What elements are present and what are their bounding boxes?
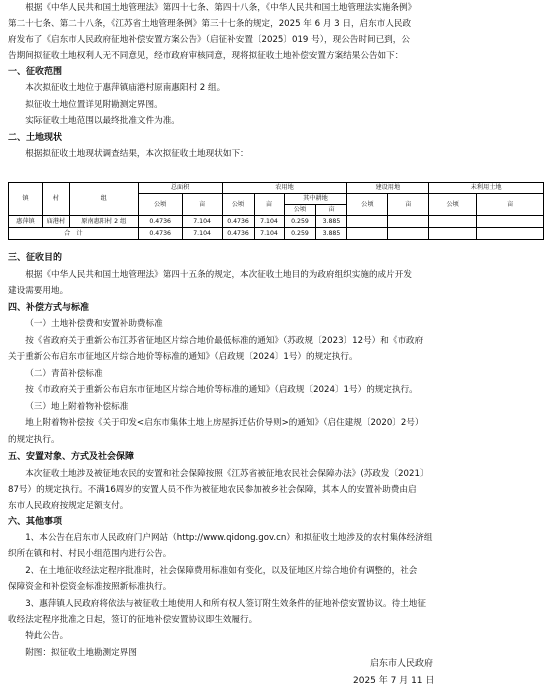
unit-mu: 亩 (316, 205, 347, 216)
body-line: 收经法定程序批准之日起，签订的征地补偿安置协议即生效履行。 (8, 615, 258, 625)
body-line: 按《省政府关于重新公布江苏省征地区片综合地价最低标准的通知》（苏政规〔2023〕12号）和《市政府 (25, 336, 424, 346)
signature-date: 2025 年 7 月 11 日 (353, 676, 435, 686)
unit-hectare: 公顷 (222, 194, 254, 216)
intro-line: 府发布了《启东市人民政府征地补偿安置方案公告》（启征补安置〔2025〕019 号），现公告时间已到，公 (8, 35, 410, 45)
header-cultivated-land: 其中耕地 (284, 194, 347, 205)
cell-value: 3.885 (316, 228, 347, 240)
cell-value: 0.4736 (222, 228, 254, 240)
unit-mu: 亩 (388, 194, 429, 216)
cell-value (477, 228, 544, 240)
cell-value: 7.104 (182, 228, 222, 240)
body-line: 本次拟征收土地位于惠萍镇庙港村原南惠阳村 2 组。 (25, 83, 226, 93)
body-line: 织所在镇和村、村民小组范围内进行公告。 (8, 549, 172, 559)
body-line: 根据《中华人民共和国土地管理法》第四十五条的规定，本次征收土地目的为政府组织实施的成片开发 (25, 270, 412, 280)
cell-value (347, 216, 388, 228)
body-line: （二）青苗补偿标准 (25, 369, 103, 379)
body-line: 拟征收土地位置详见附勘测定界图。 (25, 100, 163, 110)
body-line: 保障资金和补偿资金标准按照新标准执行。 (8, 582, 172, 592)
cell-value: 0.4736 (138, 216, 182, 228)
cell-value: 7.104 (254, 216, 284, 228)
section-title: 三、征收目的 (8, 253, 63, 263)
cell-value: 0.4736 (138, 228, 182, 240)
body-line: 1、本公告在启东市人民政府门户网站（http://www.qidong.gov.cn）和拟征收土地涉及的农村集体经济组 (25, 533, 433, 543)
cell-town: 惠萍镇 (9, 216, 43, 228)
section-title: 一、征收范围 (8, 67, 63, 77)
body-line: 按《市政府关于重新公布启东市征地区片综合地价等标准的通知》（启政规〔2024〕1号）的规定执行。 (25, 385, 418, 395)
header-unused-land: 未利用土地 (429, 183, 544, 194)
cell-village: 庙港村 (42, 216, 69, 228)
intro-line: 告期间拟征收土地权利人无不同意见，经市政府审核同意，现将拟征收土地补偿安置方案结果公告如下： (8, 51, 404, 61)
cell-value (429, 216, 477, 228)
unit-mu: 亩 (254, 194, 284, 216)
cell-value (388, 216, 429, 228)
cell-value: 7.104 (182, 216, 222, 228)
cell-value: 3.885 (316, 216, 347, 228)
cell-value: 0.259 (284, 228, 316, 240)
cell-value: 0.4736 (222, 216, 254, 228)
cell-value: 7.104 (254, 228, 284, 240)
intro-line: 第二十七条、第二十八条，《江苏省土地管理条例》第三十七条的规定，2025 年 6 月 3 日，启东市人民政 (8, 19, 412, 29)
body-line: 的规定执行。 (8, 435, 60, 445)
body-line: 建设需要用地。 (8, 286, 69, 296)
cell-value (477, 216, 544, 228)
cell-value (347, 228, 388, 240)
unit-hectare: 公顷 (138, 194, 182, 216)
header-group: 组 (69, 183, 138, 216)
body-line: 根据拟征收土地现状调查结果，本次拟征收土地现状如下： (25, 149, 249, 159)
body-line: 实际征收土地范围以最终批准文件为准。 (25, 116, 180, 126)
intro-line: 根据《中华人民共和国土地管理法》第四十七条、第四十八条，《中华人民共和国土地管理法实施条例》 (25, 3, 417, 13)
unit-hectare: 公顷 (429, 194, 477, 216)
header-construction-land: 建设用地 (347, 183, 429, 194)
attachment-line: 附图：拟征收土地勘测定界图 (25, 648, 137, 658)
cell-group: 原南惠阳村 2 组 (69, 216, 138, 228)
section-title: 五、安置对象、方式及社会保障 (8, 452, 135, 462)
body-line: 3、惠萍镇人民政府将依法与被征收土地使用人和所有权人签订附生效条件的征地补偿安置协议。待土地征 (25, 599, 426, 609)
unit-mu: 亩 (477, 194, 544, 216)
unit-hectare: 公顷 (347, 194, 388, 216)
cell-value: 0.259 (284, 216, 316, 228)
section-title: 二、土地现状 (8, 133, 63, 143)
body-line: 本次征收土地涉及被征地农民的安置和社会保障按照《江苏省被征地农民社会保障办法》(苏政发〔2021〕 (25, 469, 429, 479)
section-title: 六、其他事项 (8, 517, 63, 527)
body-line: 地上附着物补偿按《关于印发<启东市集体土地上房屋拆迁估价导则>的通知》（启住建规〔2020〕2号） (25, 418, 424, 428)
body-line: 2、在土地征收经法定程序批准时，社会保障费用标准如有变化，以及征地区片综合地价有调整的，社会 (25, 566, 418, 576)
header-farmland: 农用地 (222, 183, 347, 194)
body-line: （三）地上附着物补偿标准 (25, 402, 129, 412)
header-town: 镇 (9, 183, 43, 216)
section-title: 四、补偿方式与标准 (8, 303, 90, 313)
header-total-area: 总面积 (138, 183, 222, 194)
closing-line: 特此公告。 (25, 631, 69, 641)
total-label: 合 计 (9, 228, 139, 240)
header-village: 村 (42, 183, 69, 216)
unit-mu: 亩 (182, 194, 222, 216)
unit-hectare: 公顷 (284, 205, 316, 216)
cell-value (388, 228, 429, 240)
cell-value (429, 228, 477, 240)
signature-org: 启东市人民政府 (370, 659, 434, 669)
table-row (9, 216, 544, 228)
body-line: 关于重新公布启东市征地区片综合地价等标准的通知》（启政规〔2024〕1号）的规定执行。 (8, 352, 358, 362)
body-line: （一）土地补偿费和安置补助费标准 (25, 319, 163, 329)
table-total-row (9, 228, 544, 240)
body-line: 东市人民政府按规定足额支付。 (8, 501, 129, 511)
land-status-table (8, 182, 544, 240)
body-line: 87号）的规定执行。不满16周岁的安置人员不作为被征地农民参加被乡社会保障，其本人的安置补助费由启 (8, 485, 417, 495)
